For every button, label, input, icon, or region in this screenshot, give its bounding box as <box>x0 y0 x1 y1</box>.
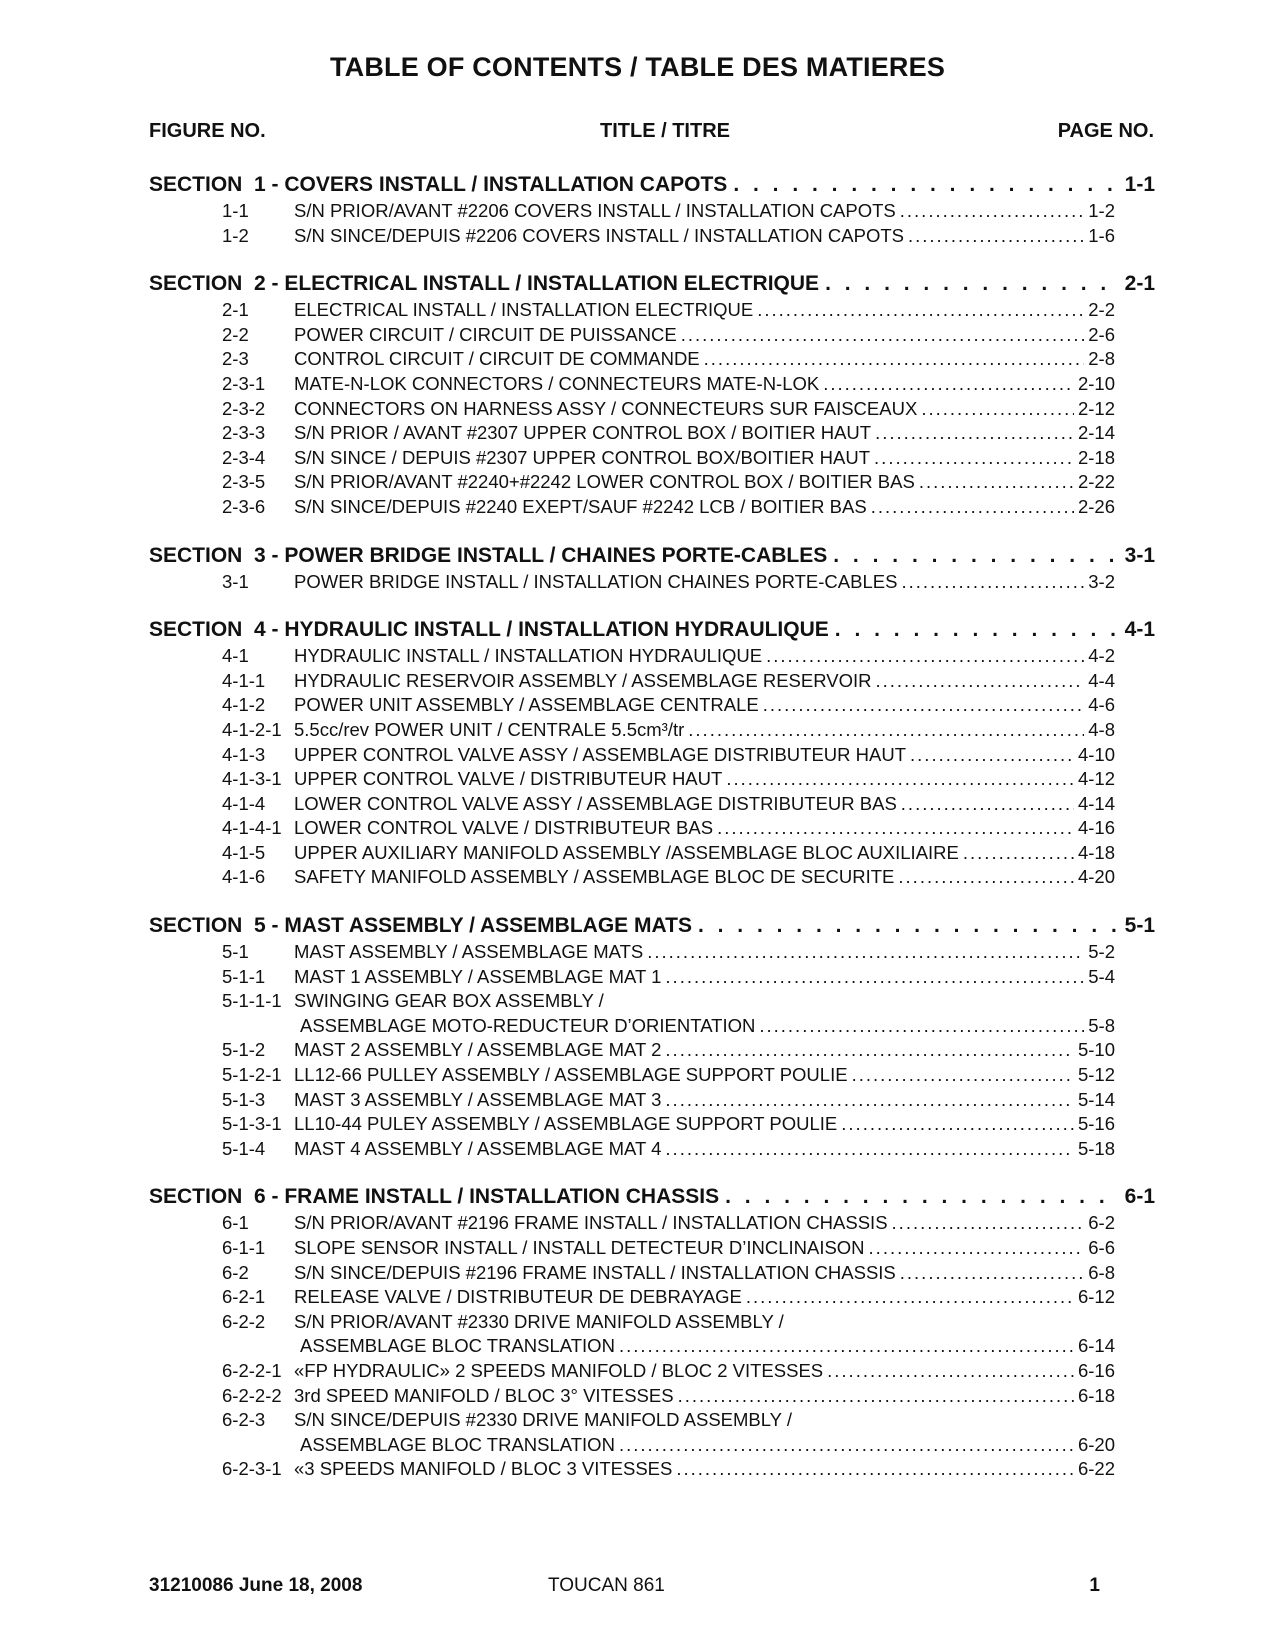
entry-title: MAST 3 ASSEMBLY / ASSEMBLAGE MAT 3 <box>294 1088 662 1110</box>
dot-leader <box>910 743 1074 768</box>
entry-title-continuation: ASSEMBLAGE BLOC TRANSLATION <box>300 1433 615 1455</box>
entry-page-number: 6-6 <box>1088 1237 1115 1258</box>
dot-leader <box>921 397 1074 422</box>
entry-title: ELECTRICAL INSTALL / INSTALLATION ELECTRIQUE <box>294 299 754 321</box>
page-no-header: PAGE NO. <box>1057 120 1154 142</box>
entry-title: 5.5cc/rev POWER UNIT / CENTRALE 5.5cm³/tr <box>294 718 685 740</box>
entry-page-number: 2-14 <box>1077 422 1115 444</box>
toc-entry[interactable] <box>222 816 1115 841</box>
figure-number: 2-3-3 <box>222 422 266 444</box>
figure-number: 4-1-6 <box>222 866 266 888</box>
toc-entry-continuation[interactable] <box>222 1334 1115 1359</box>
toc-entry[interactable] <box>222 421 1115 446</box>
section-title: SECTION 4 - HYDRAULIC INSTALL / INSTALLATION HYDRAULIQUE <box>149 618 829 642</box>
dot-leader <box>900 199 1084 224</box>
dot-leader <box>875 421 1074 446</box>
toc-entry[interactable] <box>222 1261 1115 1286</box>
dot-leader <box>717 816 1074 841</box>
entry-title: MAST ASSEMBLY / ASSEMBLAGE MATS <box>294 941 644 963</box>
toc-entry[interactable] <box>222 1236 1115 1261</box>
entry-title: S/N SINCE/DEPUIS #2240 EXEPT/SAUF #2242 LCB / BOITIER BAS <box>294 495 867 517</box>
section-page-number: 6-1 <box>1124 1185 1155 1209</box>
toc-entry[interactable] <box>222 1384 1115 1409</box>
entry-page-number: 5-4 <box>1088 965 1115 987</box>
toc-entry[interactable] <box>222 767 1115 792</box>
dot-leader <box>875 669 1084 694</box>
figure-number: 4-1-2 <box>222 694 266 716</box>
entry-title: «3 SPEEDS MANIFOLD / BLOC 3 VITESSES <box>294 1458 673 1480</box>
toc-entry[interactable] <box>222 298 1115 323</box>
dot-leader <box>825 270 1119 298</box>
figure-number: 4-1-1 <box>222 669 266 691</box>
dot-leader <box>726 767 1074 792</box>
toc-entry[interactable] <box>222 323 1115 348</box>
entry-title: S/N PRIOR / AVANT #2307 UPPER CONTROL BOX / BOITIER HAUT <box>294 422 872 444</box>
entry-title-continuation: ASSEMBLAGE MOTO-REDUCTEUR D’ORIENTATION <box>300 1014 756 1036</box>
dot-leader <box>908 224 1084 249</box>
entry-title: SAFETY MANIFOLD ASSEMBLY / ASSEMBLAGE BLOC DE SECURITE <box>294 866 895 888</box>
entry-page-number: 4-8 <box>1088 718 1115 740</box>
entry-page-number: 6-8 <box>1088 1261 1115 1283</box>
toc-entry[interactable] <box>222 1211 1115 1236</box>
section-title: SECTION 2 - ELECTRICAL INSTALL / INSTALLATION ELECTRIQUE <box>149 272 820 296</box>
toc-entry[interactable] <box>222 1310 1155 1335</box>
section-title: SECTION 3 - POWER BRIDGE INSTALL / CHAINES PORTE-CABLES <box>149 543 828 567</box>
entry-page-number: 5-2 <box>1088 941 1115 963</box>
toc-entry[interactable] <box>222 693 1115 718</box>
entry-page-number: 4-6 <box>1088 694 1115 716</box>
figure-number: 6-2-2 <box>222 1310 266 1332</box>
figure-number: 6-2 <box>222 1261 249 1283</box>
entry-page-number: 4-12 <box>1077 768 1115 790</box>
entry-page-number: 4-14 <box>1077 792 1115 814</box>
section-title: SECTION 1 - COVERS INSTALL / INSTALLATION CAPOTS <box>149 173 728 196</box>
dot-leader <box>766 644 1084 669</box>
entry-page-number: 1-2 <box>1088 200 1115 221</box>
figure-number: 4-1-4-1 <box>222 817 282 839</box>
figure-number: 5-1-4 <box>222 1137 266 1159</box>
table-of-contents <box>149 171 1155 1504</box>
toc-entry[interactable] <box>222 1088 1115 1113</box>
figure-number: 5-1-2 <box>222 1039 266 1061</box>
figure-number: 4-1 <box>222 645 249 667</box>
entry-page-number: 4-2 <box>1088 645 1115 667</box>
toc-entry[interactable] <box>222 669 1115 694</box>
dot-leader <box>704 347 1085 372</box>
dot-leader <box>823 372 1074 397</box>
figure-number: 3-1 <box>222 570 249 592</box>
figure-number: 2-3-4 <box>222 446 266 468</box>
dot-leader <box>898 865 1074 890</box>
toc-entry[interactable] <box>222 841 1115 866</box>
toc-entry[interactable] <box>222 1408 1155 1433</box>
section-page-number: 3-1 <box>1124 543 1155 567</box>
toc-entry[interactable] <box>222 470 1115 495</box>
entry-title: SLOPE SENSOR INSTALL / INSTALL DETECTEUR D’INCLINAISON <box>294 1237 865 1258</box>
entry-title: MAST 4 ASSEMBLY / ASSEMBLAGE MAT 4 <box>294 1137 662 1159</box>
figure-number: 5-1 <box>222 941 249 963</box>
footer-model: TOUCAN 861 <box>548 1575 665 1596</box>
figure-number: 2-3 <box>222 348 249 370</box>
toc-entry[interactable] <box>222 989 1155 1014</box>
section-entry[interactable] <box>149 270 1155 298</box>
toc-entry[interactable] <box>222 1137 1115 1162</box>
entry-title: SWINGING GEAR BOX ASSEMBLY / <box>294 990 604 1012</box>
entry-page-number: 4-18 <box>1077 841 1115 863</box>
figure-number: 6-2-2-2 <box>222 1384 282 1406</box>
entry-title: S/N PRIOR/AVANT #2330 DRIVE MANIFOLD ASSEMBLY / <box>294 1310 784 1332</box>
toc-entry[interactable] <box>222 718 1115 743</box>
entry-title-continuation: ASSEMBLAGE BLOC TRANSLATION <box>300 1335 615 1357</box>
dot-leader <box>647 940 1084 965</box>
entry-title: S/N SINCE / DEPUIS #2307 UPPER CONTROL BOX/BOITIER HAUT <box>294 446 871 468</box>
figure-number: 6-1 <box>222 1212 249 1234</box>
toc-section <box>149 270 1155 519</box>
entry-title: MAST 2 ASSEMBLY / ASSEMBLAGE MAT 2 <box>294 1039 662 1061</box>
figure-no-header: FIGURE NO. <box>149 120 266 142</box>
dot-leader <box>833 542 1118 570</box>
entry-title: S/N SINCE/DEPUIS #2196 FRAME INSTALL / INSTALLATION CHASSIS <box>294 1261 896 1283</box>
toc-entry[interactable] <box>222 1112 1115 1137</box>
toc-entry[interactable] <box>222 743 1115 768</box>
entry-title: HYDRAULIC INSTALL / INSTALLATION HYDRAULIQUE <box>294 645 763 667</box>
figure-number: 2-3-1 <box>222 372 266 394</box>
figure-number: 4-1-4 <box>222 792 266 814</box>
toc-section <box>149 171 1155 248</box>
entry-page-number: 4-10 <box>1077 743 1115 765</box>
figure-number: 2-3-6 <box>222 495 266 517</box>
entry-page-number: 5-12 <box>1077 1064 1115 1086</box>
entry-title: S/N SINCE/DEPUIS #2206 COVERS INSTALL / INSTALLATION CAPOTS <box>294 224 904 246</box>
figure-number: 2-2 <box>222 323 249 345</box>
dot-leader <box>665 1038 1074 1063</box>
dot-leader <box>733 171 1118 199</box>
entry-title: S/N PRIOR/AVANT #2206 COVERS INSTALL / INSTALLATION CAPOTS <box>294 200 896 221</box>
entry-page-number: 6-14 <box>1077 1335 1115 1357</box>
toc-section <box>149 912 1155 1161</box>
toc-entry-continuation[interactable] <box>222 1433 1115 1458</box>
entry-page-number: 6-22 <box>1077 1458 1115 1480</box>
section-page-number: 4-1 <box>1124 618 1155 642</box>
dot-leader <box>676 1457 1074 1482</box>
entry-page-number: 6-12 <box>1077 1286 1115 1308</box>
figure-number: 5-1-1-1 <box>222 990 282 1012</box>
dot-leader <box>919 470 1074 495</box>
figure-number: 4-1-3 <box>222 743 266 765</box>
entry-page-number: 5-18 <box>1077 1137 1115 1159</box>
toc-entry[interactable] <box>222 940 1115 965</box>
entry-page-number: 2-8 <box>1088 348 1115 370</box>
dot-leader <box>665 965 1084 990</box>
dot-leader <box>869 1236 1085 1261</box>
toc-section <box>149 542 1155 595</box>
entry-page-number: 4-20 <box>1077 866 1115 888</box>
page-title: TABLE OF CONTENTS / TABLE DES MATIERES <box>329 52 946 82</box>
dot-leader <box>963 841 1074 866</box>
entry-title: UPPER CONTROL VALVE ASSY / ASSEMBLAGE DISTRIBUTEUR HAUT <box>294 743 907 765</box>
dot-leader <box>678 1384 1074 1409</box>
dot-leader <box>757 298 1084 323</box>
entry-page-number: 6-2 <box>1088 1212 1115 1234</box>
dot-leader <box>619 1334 1074 1359</box>
figure-number: 1-1 <box>222 200 249 221</box>
entry-page-number: 2-18 <box>1077 446 1115 468</box>
toc-entry[interactable] <box>222 792 1115 817</box>
toc-entry-continuation[interactable] <box>222 1014 1115 1039</box>
figure-number: 4-1-5 <box>222 841 266 863</box>
title-header: TITLE / TITRE <box>600 120 730 142</box>
entry-page-number: 4-16 <box>1077 817 1115 839</box>
entry-title: LL10-44 PULEY ASSEMBLY / ASSEMBLAGE SUPPORT POULIE <box>294 1113 838 1135</box>
toc-entry[interactable] <box>222 1457 1115 1482</box>
dot-leader <box>841 1112 1074 1137</box>
toc-entry[interactable] <box>222 644 1115 669</box>
entry-page-number: 4-4 <box>1088 669 1115 691</box>
entry-page-number: 2-26 <box>1077 495 1115 517</box>
entry-page-number: 6-16 <box>1077 1359 1115 1381</box>
entry-title: «FP HYDRAULIC» 2 SPEEDS MANIFOLD / BLOC 2 VITESSES <box>294 1359 824 1381</box>
entry-page-number: 6-20 <box>1077 1433 1115 1455</box>
entry-page-number: 3-2 <box>1088 570 1115 592</box>
figure-number: 6-2-3 <box>222 1409 266 1431</box>
entry-title: HYDRAULIC RESERVOIR ASSEMBLY / ASSEMBLAGE RESERVOIR <box>294 669 872 691</box>
section-page-number: 2-1 <box>1124 272 1155 296</box>
figure-number: 2-1 <box>222 299 249 321</box>
entry-title: RELEASE VALVE / DISTRIBUTEUR DE DEBRAYAGE <box>294 1286 742 1308</box>
figure-number: 4-1-2-1 <box>222 718 282 740</box>
entry-page-number: 2-22 <box>1077 471 1115 493</box>
figure-number: 2-3-2 <box>222 397 266 419</box>
dot-leader <box>827 1359 1074 1384</box>
entry-title: S/N SINCE/DEPUIS #2330 DRIVE MANIFOLD ASSEMBLY / <box>294 1409 792 1431</box>
figure-number: 2-3-5 <box>222 471 266 493</box>
dot-leader <box>619 1433 1074 1458</box>
entry-title: POWER UNIT ASSEMBLY / ASSEMBLAGE CENTRALE <box>294 694 759 716</box>
dot-leader <box>665 1137 1074 1162</box>
figure-number: 5-1-1 <box>222 965 266 987</box>
dot-leader <box>688 718 1084 743</box>
entry-title: LOWER CONTROL VALVE ASSY / ASSEMBLAGE DISTRIBUTEUR BAS <box>294 792 897 814</box>
toc-entry[interactable] <box>222 347 1115 372</box>
dot-leader <box>852 1063 1074 1088</box>
figure-number: 6-2-3-1 <box>222 1458 282 1480</box>
toc-entry[interactable] <box>222 199 1115 224</box>
entry-page-number: 6-18 <box>1077 1384 1115 1406</box>
section-entry[interactable] <box>149 912 1155 940</box>
entry-title: UPPER CONTROL VALVE / DISTRIBUTEUR HAUT <box>294 768 723 790</box>
section-entry[interactable] <box>149 616 1155 644</box>
toc-section <box>149 1183 1155 1482</box>
entry-title: S/N PRIOR/AVANT #2196 FRAME INSTALL / INSTALLATION CHASSIS <box>294 1212 888 1234</box>
figure-number: 6-1-1 <box>222 1237 266 1258</box>
figure-number: 1-2 <box>222 224 249 246</box>
dot-leader <box>901 570 1084 595</box>
entry-page-number: 2-12 <box>1077 397 1115 419</box>
toc-entry[interactable] <box>222 1359 1115 1384</box>
figure-number: 4-1-3-1 <box>222 768 282 790</box>
entry-page-number: 2-6 <box>1088 323 1115 345</box>
dot-leader <box>665 1088 1074 1113</box>
entry-title: CONTROL CIRCUIT / CIRCUIT DE COMMANDE <box>294 348 700 370</box>
dot-leader <box>874 446 1074 471</box>
figure-number: 5-1-2-1 <box>222 1064 282 1086</box>
entry-page-number: 1-6 <box>1088 224 1115 246</box>
section-title: SECTION 6 - FRAME INSTALL / INSTALLATION CHASSIS <box>149 1185 720 1209</box>
toc-entry[interactable] <box>222 965 1115 990</box>
dot-leader <box>746 1285 1074 1310</box>
entry-page-number: 5-16 <box>1077 1113 1115 1135</box>
entry-page-number: 2-10 <box>1077 372 1115 394</box>
toc-entry[interactable] <box>222 865 1115 890</box>
toc-entry[interactable] <box>222 372 1115 397</box>
dot-leader <box>900 1261 1084 1286</box>
toc-section <box>149 616 1155 890</box>
entry-title: POWER BRIDGE INSTALL / INSTALLATION CHAINES PORTE-CABLES <box>294 570 898 592</box>
entry-title: MAST 1 ASSEMBLY / ASSEMBLAGE MAT 1 <box>294 965 662 987</box>
figure-number: 5-1-3-1 <box>222 1113 282 1135</box>
entry-title: LOWER CONTROL VALVE / DISTRIBUTEUR BAS <box>294 817 714 839</box>
entry-title: CONNECTORS ON HARNESS ASSY / CONNECTEURS SUR FAISCEAUX <box>294 397 918 419</box>
section-entry[interactable] <box>149 171 1155 199</box>
entry-title: LL12-66 PULLEY ASSEMBLY / ASSEMBLAGE SUPPORT POULIE <box>294 1064 848 1086</box>
figure-number: 6-2-1 <box>222 1286 266 1308</box>
entry-title: POWER CIRCUIT / CIRCUIT DE PUISSANCE <box>294 323 677 345</box>
section-page-number: 5-1 <box>1124 914 1155 938</box>
toc-entry[interactable] <box>222 1063 1115 1088</box>
dot-leader <box>759 1014 1084 1039</box>
entry-title: MATE-N-LOK CONNECTORS / CONNECTEURS MATE-N-LOK <box>294 372 820 394</box>
entry-page-number: 5-8 <box>1088 1014 1115 1036</box>
toc-entry[interactable] <box>222 397 1115 422</box>
section-title: SECTION 5 - MAST ASSEMBLY / ASSEMBLAGE MATS <box>149 914 692 938</box>
entry-title: 3rd SPEED MANIFOLD / BLOC 3° VITESSES <box>294 1384 674 1406</box>
toc-entry[interactable] <box>222 1285 1115 1310</box>
entry-page-number: 2-2 <box>1088 299 1115 321</box>
toc-entry[interactable] <box>222 446 1115 471</box>
entry-page-number: 5-14 <box>1077 1088 1115 1110</box>
dot-leader <box>892 1211 1085 1236</box>
dot-leader <box>901 792 1074 817</box>
dot-leader <box>698 912 1119 940</box>
toc-entry[interactable] <box>222 570 1115 595</box>
footer-page-number: 1 <box>1089 1575 1100 1596</box>
entry-page-number: 5-10 <box>1077 1039 1115 1061</box>
toc-entry[interactable] <box>222 1038 1115 1063</box>
toc-entry[interactable] <box>222 224 1115 249</box>
dot-leader <box>871 495 1074 520</box>
dot-leader <box>835 616 1119 644</box>
toc-entry[interactable] <box>222 495 1115 520</box>
entry-title: S/N PRIOR/AVANT #2240+#2242 LOWER CONTROL BOX / BOITIER BAS <box>294 471 915 493</box>
dot-leader <box>725 1183 1119 1211</box>
section-page-number: 1-1 <box>1124 173 1155 196</box>
figure-number: 6-2-2-1 <box>222 1359 282 1381</box>
entry-title: UPPER AUXILIARY MANIFOLD ASSEMBLY /ASSEMBLAGE BLOC AUXILIAIRE <box>294 841 959 863</box>
figure-number: 5-1-3 <box>222 1088 266 1110</box>
dot-leader <box>681 323 1085 348</box>
footer-document-id: 31210086 June 18, 2008 <box>149 1575 363 1596</box>
dot-leader <box>763 693 1085 718</box>
section-entry[interactable] <box>149 542 1155 570</box>
section-entry[interactable] <box>149 1183 1155 1211</box>
